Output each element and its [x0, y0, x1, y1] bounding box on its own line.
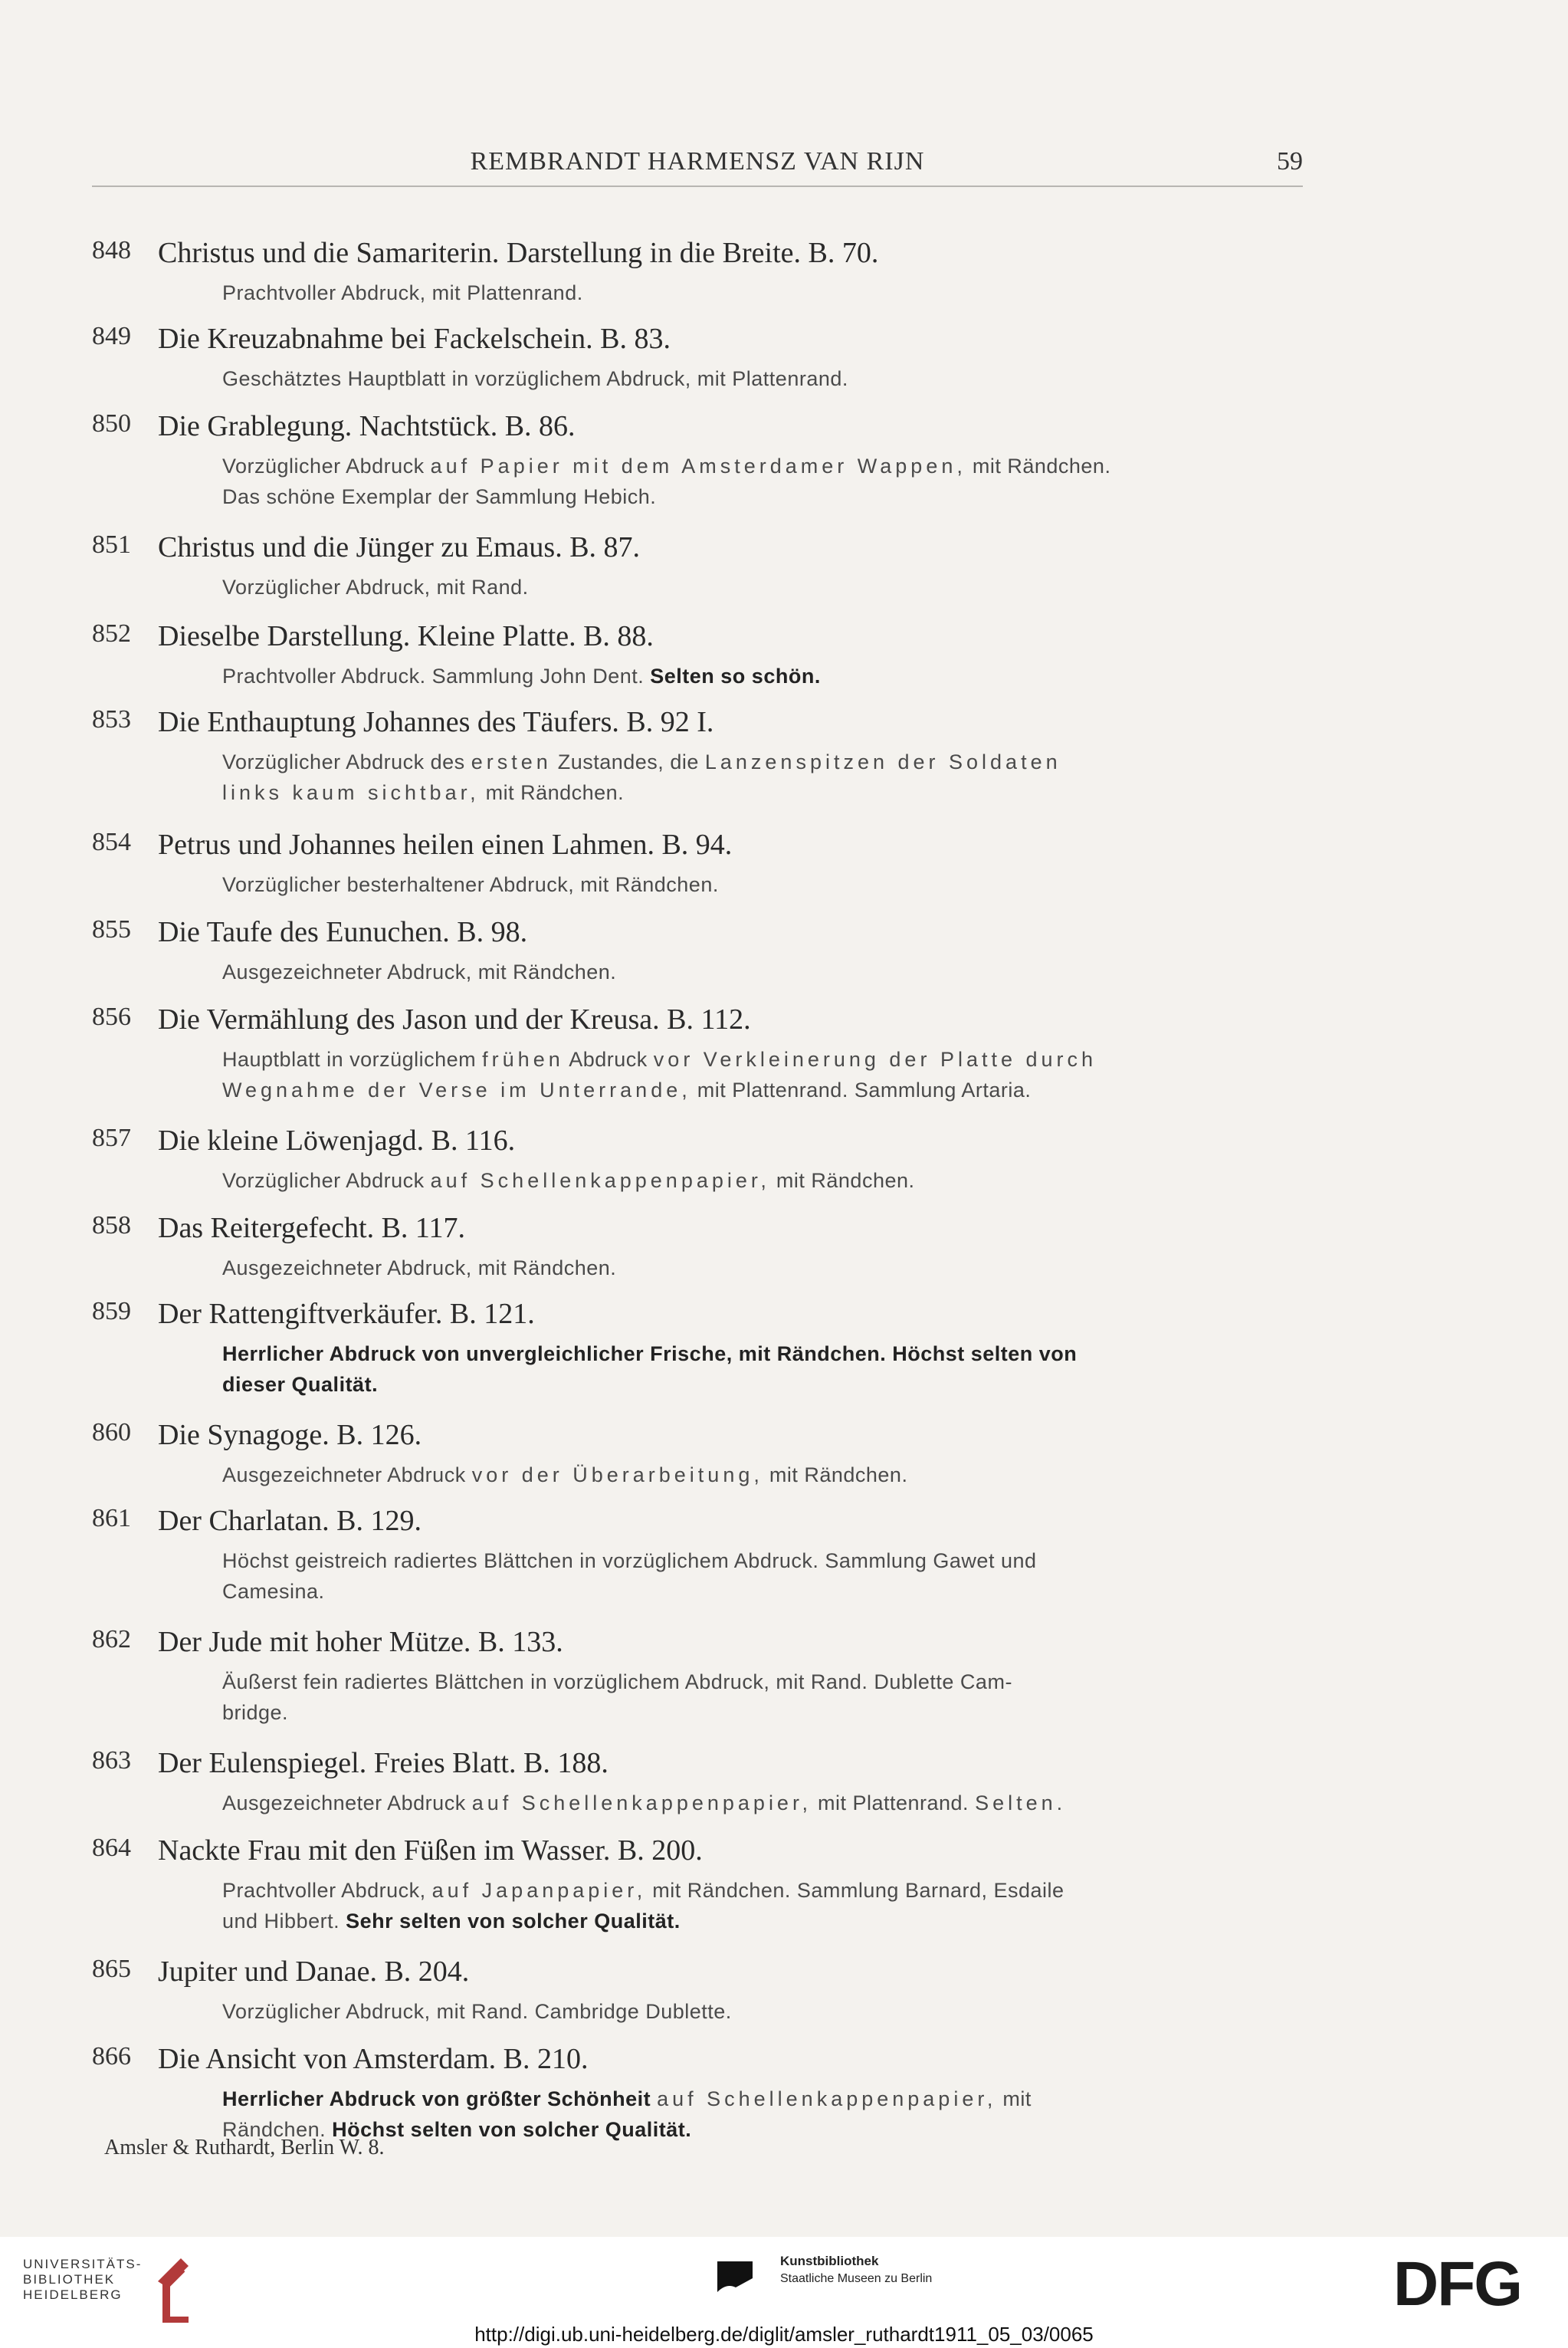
- entry-title: Die Ansicht von Amsterdam. B. 210.: [158, 2043, 589, 2075]
- kunstbibliothek-subtitle: Staatliche Museen zu Berlin: [780, 2272, 933, 2285]
- entry-description: [222, 1044, 1303, 1105]
- page-number: 59: [1277, 147, 1303, 176]
- kunstbibliothek-logo[interactable]: [717, 2254, 978, 2315]
- entry-description: [222, 869, 1303, 900]
- entry-number: 865: [92, 1955, 131, 1983]
- bold-text: Sehr selten von solcher Qualität.: [346, 1910, 681, 1933]
- description-line: [222, 363, 1303, 394]
- entry-number: 864: [92, 1834, 131, 1862]
- description-line: [222, 1165, 1303, 1196]
- description-line: [222, 1369, 1303, 1400]
- bold-text: Herrlicher Abdruck von unvergleichlicher Frische, mit Rändchen. Höchst selten von: [222, 1342, 1078, 1365]
- description-line: [222, 1906, 1303, 1936]
- university-library-wordmark: [23, 2257, 142, 2303]
- spaced-text: auf Schellenkappenpapier,: [657, 2087, 997, 2110]
- entry-number: 862: [92, 1625, 131, 1653]
- entry-description: [222, 1996, 1303, 2027]
- text-segment: mit Rändchen.: [769, 1169, 915, 1192]
- entry-title: Das Reitergefecht. B. 117.: [158, 1212, 466, 1244]
- text-segment: Zustandes, die: [551, 750, 705, 773]
- logo-line: BIBLIOTHEK: [23, 2272, 116, 2287]
- text-segment: mit Rändchen.: [966, 455, 1111, 478]
- entry-description: [222, 363, 1303, 394]
- entry-description: [222, 747, 1303, 808]
- entry-title: Christus und die Jünger zu Emaus. B. 87.: [158, 531, 641, 563]
- description-line: [222, 1996, 1303, 2027]
- entry-number: 851: [92, 530, 131, 559]
- spaced-text: auf Papier mit dem Amsterdamer Wappen,: [430, 455, 966, 478]
- text-segment: mit Rändchen.: [479, 781, 625, 804]
- entry-title: Die Grablegung. Nachtstück. B. 86.: [158, 410, 576, 442]
- description-line: [222, 1697, 1303, 1728]
- entry-title: Die Enthauptung Johannes des Täufers. B. 92 I.: [158, 706, 714, 738]
- text-segment: Vorzüglicher Abdruck: [222, 1169, 431, 1192]
- university-library-logo[interactable]: [23, 2251, 199, 2327]
- description-line: [222, 1338, 1303, 1369]
- logo-line: HEIDELBERG: [23, 2287, 123, 2302]
- spaced-text: ersten: [471, 750, 552, 773]
- text-segment: Ausgezeichneter Abdruck: [222, 1463, 472, 1486]
- entry-number: 855: [92, 915, 131, 944]
- spaced-text: links kaum sichtbar,: [222, 781, 480, 804]
- text-segment: Hauptblatt in vorzüglichem: [222, 1048, 483, 1071]
- text-segment: mit Plattenrand. Sammlung Artaria.: [691, 1079, 1032, 1102]
- description-line: [222, 747, 1303, 777]
- entry-description: [222, 1338, 1303, 1400]
- spaced-text: vor der Überarbeitung,: [471, 1463, 763, 1486]
- description-line: [222, 481, 1303, 512]
- dfg-logo[interactable]: DFG: [1393, 2249, 1522, 2319]
- entry-number: 853: [92, 705, 131, 734]
- entry-title: Die Taufe des Eunuchen. B. 98.: [158, 916, 528, 948]
- description-line: [222, 277, 1303, 308]
- entry-number: 852: [92, 619, 131, 648]
- spaced-text: auf Japanpapier,: [431, 1879, 647, 1902]
- text-segment: Ausgezeichneter Abdruck, mit Rändchen.: [222, 1256, 617, 1279]
- text-segment: mit Plattenrand.: [811, 1791, 976, 1814]
- entry-number: 848: [92, 236, 131, 264]
- text-segment: bridge.: [222, 1701, 289, 1724]
- footer-bar: [0, 2237, 1568, 2348]
- entry-description: [222, 661, 1303, 691]
- entry-number: 850: [92, 409, 131, 438]
- text-segment: Ausgezeichneter Abdruck, mit Rändchen.: [222, 961, 617, 984]
- bold-text: Selten so schön.: [650, 665, 821, 688]
- entry-number: 857: [92, 1124, 131, 1152]
- entry-title: Der Rattengiftverkäufer. B. 121.: [158, 1298, 535, 1330]
- entry-description: [222, 957, 1303, 987]
- entry-number: 859: [92, 1297, 131, 1325]
- entry-title: Die kleine Löwenjagd. B. 116.: [158, 1125, 516, 1157]
- entry-title: Der Eulenspiegel. Freies Blatt. B. 188.: [158, 1747, 609, 1779]
- entry-description: [222, 1253, 1303, 1283]
- spaced-text: Wegnahme der Verse im Unterrande,: [222, 1079, 691, 1102]
- bold-text: dieser Qualität.: [222, 1373, 379, 1396]
- entry-title: Christus und die Samariterin. Darstellung in die Breite. B. 70.: [158, 237, 879, 269]
- entry-title: Nackte Frau mit den Füßen im Wasser. B. 200.: [158, 1834, 703, 1867]
- entry-title: Die Vermählung des Jason und der Kreusa. B. 112.: [158, 1003, 751, 1036]
- text-segment: Vorzüglicher Abdruck: [222, 455, 431, 478]
- text-segment: Geschätztes Hauptblatt in vorzüglichem Abdruck, mit Plattenrand.: [222, 367, 848, 390]
- description-line: [222, 1075, 1303, 1105]
- entry-description: [222, 1875, 1303, 1936]
- description-line: [222, 1460, 1303, 1490]
- text-segment: Prachtvoller Abdruck,: [222, 1879, 432, 1902]
- spaced-text: Selten.: [975, 1791, 1067, 1814]
- description-line: [222, 957, 1303, 987]
- page-header: [92, 147, 1303, 187]
- description-line: [222, 1788, 1303, 1818]
- entry-number: 854: [92, 828, 131, 856]
- entry-number: 860: [92, 1418, 131, 1447]
- logo-line: UNIVERSITÄTS-: [23, 2257, 143, 2271]
- entry-title: Petrus und Johannes heilen einen Lahmen. B. 94.: [158, 829, 733, 861]
- entry-title: Jupiter und Danae. B. 204.: [158, 1956, 470, 1988]
- text-segment: Vorzüglicher Abdruck, mit Rand. Cambridge Dublette.: [222, 2000, 732, 2023]
- description-line: [222, 572, 1303, 603]
- entry-title: Die Synagoge. B. 126.: [158, 1419, 422, 1451]
- entry-title: Der Charlatan. B. 129.: [158, 1505, 422, 1537]
- text-segment: Prachtvoller Abdruck, mit Plattenrand.: [222, 281, 583, 304]
- spaced-text: frühen: [482, 1048, 564, 1071]
- entry-title: Die Kreuzabnahme bei Fackelschein. B. 83.: [158, 323, 671, 355]
- description-line: [222, 661, 1303, 691]
- description-line: [222, 1667, 1303, 1697]
- entry-number: 861: [92, 1504, 131, 1532]
- entry-number: 858: [92, 1211, 131, 1240]
- text-segment: mit Rändchen.: [763, 1463, 908, 1486]
- source-url-link[interactable]: http://digi.ub.uni-heidelberg.de/diglit/amsler_ruthardt1911_05_03/0065: [474, 2323, 1094, 2346]
- text-segment: Äußerst fein radiertes Blättchen in vorzüglichem Abdruck, mit Rand. Dublette Cam-: [222, 1670, 1012, 1693]
- kunstbibliothek-name: Kunstbibliothek: [780, 2254, 879, 2268]
- entry-description: [222, 1460, 1303, 1490]
- text-segment: Ausgezeichneter Abdruck: [222, 1791, 472, 1814]
- kunstbibliothek-mark-icon: [717, 2261, 753, 2307]
- publisher-imprint: Amsler & Ruthardt, Berlin W. 8.: [104, 2136, 385, 2159]
- text-segment: mit: [996, 2087, 1032, 2110]
- description-line: [222, 1044, 1303, 1075]
- bold-text: Herrlicher Abdruck von größter Schönheit: [222, 2087, 658, 2110]
- spaced-text: vor Verkleinerung der Platte durch: [653, 1048, 1097, 1071]
- text-segment: Vorzüglicher besterhaltener Abdruck, mit Rändchen.: [222, 873, 719, 896]
- running-title: REMBRANDT HARMENSZ VAN RIJN: [470, 147, 925, 176]
- text-segment: Prachtvoller Abdruck. Sammlung John Dent.: [222, 665, 651, 688]
- description-line: [222, 1253, 1303, 1283]
- description-line: [222, 777, 1303, 808]
- entry-title: Dieselbe Darstellung. Kleine Platte. B. 88.: [158, 620, 654, 652]
- text-segment: Rändchen.: [222, 2118, 333, 2141]
- entry-description: [222, 1667, 1303, 1728]
- text-segment: Höchst geistreich radiertes Blättchen in vorzüglichem Abdruck. Sammlung Gawet und: [222, 1549, 1037, 1572]
- description-line: [222, 1875, 1303, 1906]
- entry-description: [222, 1788, 1303, 1818]
- text-segment: mit Rändchen. Sammlung Barnard, Esdaile: [646, 1879, 1064, 1902]
- text-segment: Abdruck: [563, 1048, 654, 1071]
- text-segment: Vorzüglicher Abdruck, mit Rand.: [222, 576, 529, 599]
- entry-title: Der Jude mit hoher Mütze. B. 133.: [158, 1626, 563, 1658]
- description-line: [222, 1545, 1303, 1576]
- text-segment: Vorzüglicher Abdruck des: [222, 750, 471, 773]
- entry-number: 849: [92, 322, 131, 350]
- entry-description: [222, 277, 1303, 308]
- entry-description: [222, 572, 1303, 603]
- entry-number: 866: [92, 2042, 131, 2071]
- description-line: [222, 869, 1303, 900]
- text-segment: und Hibbert.: [222, 1910, 346, 1933]
- entry-description: [222, 1165, 1303, 1196]
- text-segment: Das schöne Exemplar der Sammlung Hebich.: [222, 485, 657, 508]
- text-segment: Camesina.: [222, 1580, 325, 1603]
- entry-number: 856: [92, 1003, 131, 1031]
- entry-description: [222, 451, 1303, 512]
- spaced-text: auf Schellenkappenpapier,: [471, 1791, 812, 1814]
- spaced-text: Lanzenspitzen der Soldaten: [704, 750, 1061, 773]
- description-line: [222, 451, 1303, 481]
- description-line: [222, 1576, 1303, 1607]
- entry-number: 863: [92, 1746, 131, 1775]
- spaced-text: auf Schellenkappenpapier,: [430, 1169, 770, 1192]
- entry-description: [222, 1545, 1303, 1607]
- university-crest-icon: [150, 2251, 196, 2324]
- bold-text: Höchst selten von solcher Qualität.: [332, 2118, 692, 2141]
- description-line: [222, 2084, 1303, 2114]
